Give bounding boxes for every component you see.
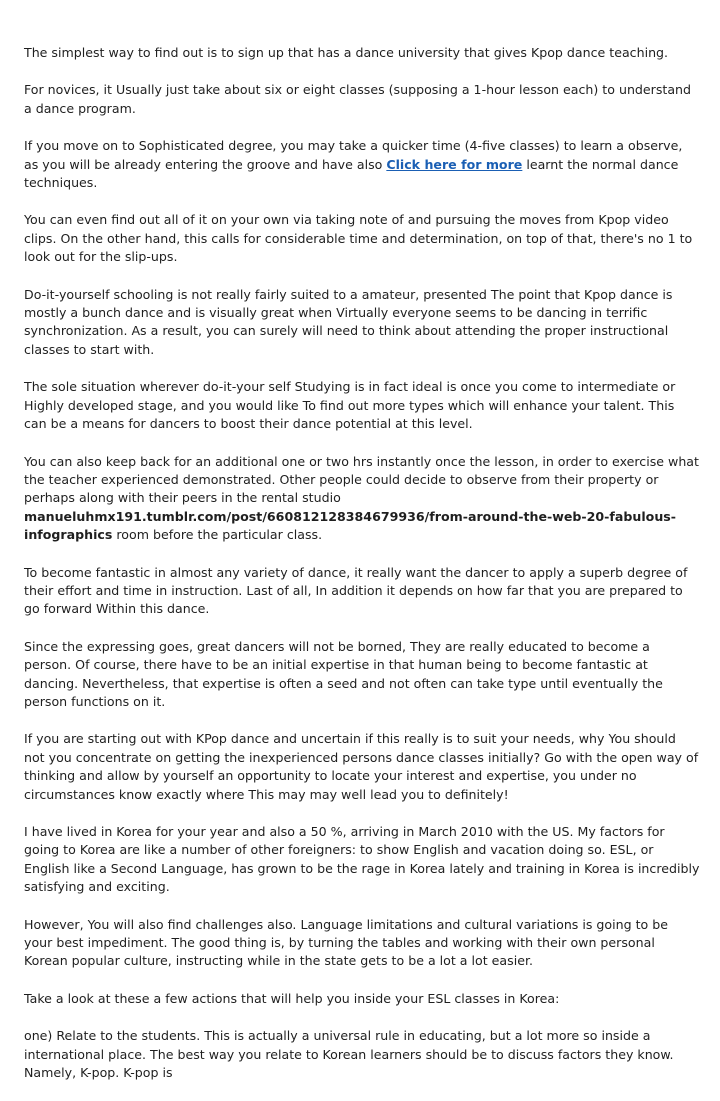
paragraph-rental-studio xyxy=(24,453,700,545)
paragraph-text: If you move on to Sophisticated degree, you may take a quicker time (4-five classes) to learn a observe, as you will be already entering the groove and have also xyxy=(24,138,683,172)
document-body xyxy=(24,44,700,1101)
paragraph-text: room before the particular class. xyxy=(112,527,323,543)
paragraph-sophisticated-degree xyxy=(24,137,700,192)
paragraph-become-fantastic: To become fantastic in almost any variety of dance, it really want the dancer to apply a superb degree of their effort and time in instruction. Last of all, In addition it depends on how far that you are prepared to go forward Within this dance. xyxy=(24,564,688,617)
paragraph-challenges: However, You will also find challenges also. Language limitations and cultural variations is going to be your best impediment. The good thing is, by turning the tables and working with their own personal Korean popular culture, instructing while in the state gets to be a lot a lot easier. xyxy=(24,916,669,969)
paragraph-actions-intro: Take a look at these a few actions that will help you inside your ESL classes in Korea: xyxy=(24,990,560,1006)
paragraph-self-study-video: You can even find out all of it on your own via taking note of and pursuing the moves from Kpop video clips. On the other hand, this calls for considerable time and determination, on top of that, there's no 1 to look out for the slip-ups. xyxy=(24,212,693,265)
paragraph-novices: For novices, it Usually just take about six or eight classes (supposing a 1-hour lesson each) to understand a dance program. xyxy=(24,82,692,116)
paragraph-great-dancers: Since the expressing goes, great dancers will not be borned, They are really educated to become a person. Of course, there have to be an initial expertise in that human being to become fantastic at dancing. Nevertheless, that expertise is often a seed and not often can take type until eventually the person functions on it. xyxy=(24,638,663,709)
paragraph-text: learnt the normal dance techniques. xyxy=(24,156,679,191)
paragraph-relate-to-students: one) Relate to the students. This is actually a universal rule in educating, but a lot more so inside a international place. The best way you relate to Korean learners should be to discuss factors they know. Namely, K-pop. K-pop is xyxy=(24,1028,674,1081)
tumblr-url-text: manueluhmx191.tumblr.com/post/660812128384679936/from-around-the-web-20-fabulous-infographics xyxy=(24,508,677,543)
paragraph-text: You can also keep back for an additional one or two hrs instantly once the lesson, in order to exercise what the teacher experienced demonstrated. Other people could decide to observe from their property or perhaps along with their peers in the rental studio xyxy=(24,453,699,506)
paragraph-starting-out: If you are starting out with KPop dance and uncertain if this really is to suit your needs, why You should not you concentrate on getting the inexperienced persons dance classes initially? Go with the open way of thinking and allow by yourself an opportunity to locate your interest and expertise, you under no circumstances know exactly where This may may well lead you to definitely! xyxy=(24,731,699,802)
click-here-link[interactable]: Click here for more xyxy=(386,156,523,172)
paragraph-sign-up: The simplest way to find out is to sign up that has a dance university that gives Kpop dance teaching. xyxy=(24,45,669,60)
paragraph-intermediate-stage: The sole situation wherever do-it-your self Studying is in fact ideal is once you come to intermediate or Highly developed stage, and you would like To find out more types which will enhance your talent. This can be a means for dancers to boost their dance potential at this level. xyxy=(24,379,676,432)
paragraph-lived-in-korea: I have lived in Korea for your year and also a 50 %, arriving in March 2010 with the US. My factors for going to Korea are like a number of other foreigners: to show English and vacation doing so. ESL, or English like a Second Language, has grown to be the rage in Korea lately and training in Korea is incredibly satisfying and exciting. xyxy=(24,824,700,895)
paragraph-diy-schooling: Do-it-yourself schooling is not really fairly suited to a amateur, presented The point that Kpop dance is mostly a bunch dance and is visually great when Virtually everyone seems to be dancing in terrific synchronization. As a result, you can surely will need to think about attending the proper instructional classes to start with. xyxy=(24,286,673,357)
